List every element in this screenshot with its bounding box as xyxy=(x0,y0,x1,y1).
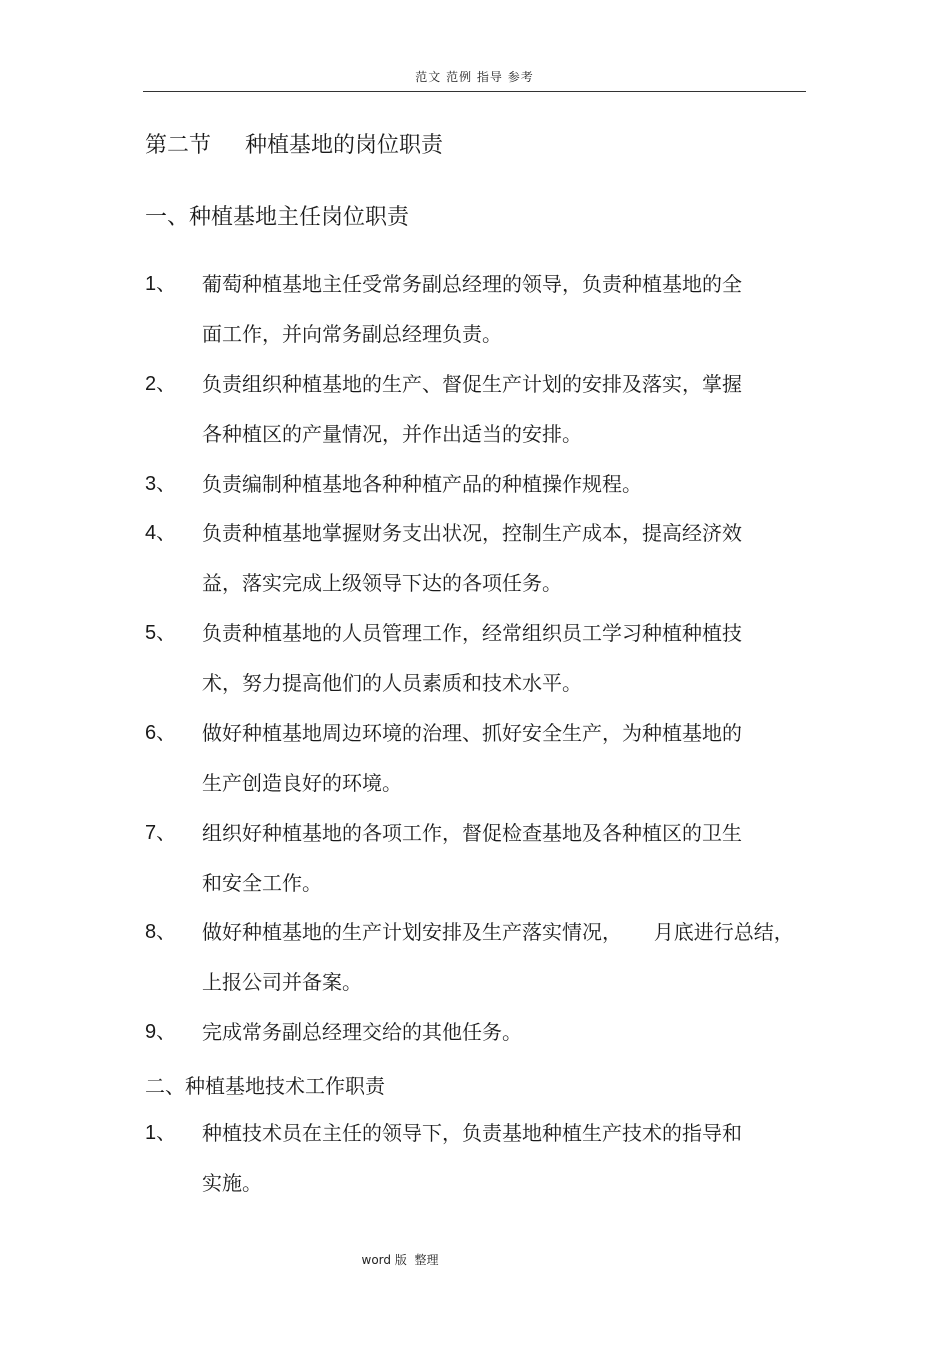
part1-title: 一、种植基地主任岗位职责 xyxy=(145,205,410,230)
item-line: 负责种植基地掌握财务支出状况，控制生产成本，提高经济效 xyxy=(202,521,742,545)
item-line: 组织好种植基地的各项工作，督促检查基地及各种植区的卫生 xyxy=(202,821,742,845)
section-title xyxy=(145,128,443,159)
item-line: 和安全工作。 xyxy=(202,871,322,895)
item-line: 各种植区的产量情况，并作出适当的安排。 xyxy=(202,422,582,446)
item-line: 术，努力提高他们的人员素质和技术水平。 xyxy=(202,671,582,695)
header-divider xyxy=(143,91,806,92)
item-line: 完成常务副总经理交给的其他任务。 xyxy=(202,1020,522,1044)
item-number: 1、 xyxy=(145,1122,177,1144)
item-text xyxy=(202,459,802,509)
page-header: 范文 范例 指导 参考 xyxy=(415,70,534,84)
item-number: 2、 xyxy=(145,373,177,395)
item-line: 负责种植基地的人员管理工作，经常组织员工学习种植种植技 xyxy=(202,621,742,645)
item-text xyxy=(202,708,802,808)
item-line: 葡萄种植基地主任受常务副总经理的领导，负责种植基地的全 xyxy=(202,272,742,296)
item-text xyxy=(202,1007,802,1057)
item-line: 面工作，并向常务副总经理负责。 xyxy=(202,322,502,346)
item-line: 上报公司并备案。 xyxy=(202,970,362,994)
item-text xyxy=(202,608,802,708)
item-line: 生产创造良好的环境。 xyxy=(202,771,402,795)
item-text xyxy=(202,359,802,459)
item-text xyxy=(202,1108,802,1208)
item-number: 3、 xyxy=(145,473,177,495)
item-number: 7、 xyxy=(145,822,177,844)
item-number: 4、 xyxy=(145,522,177,544)
item-text xyxy=(202,259,802,359)
section-number: 第二节 xyxy=(145,133,212,158)
item-text xyxy=(202,808,802,908)
item-text xyxy=(202,907,802,1007)
item-number: 5、 xyxy=(145,622,177,644)
page-footer: word 版 整理 xyxy=(361,1253,439,1267)
item-number: 1、 xyxy=(145,273,177,295)
item-number: 6、 xyxy=(145,722,177,744)
item-number: 8、 xyxy=(145,921,177,943)
item-line: 负责组织种植基地的生产、督促生产计划的安排及落实，掌握 xyxy=(202,372,742,396)
item-line: 种植技术员在主任的领导下，负责基地种植生产技术的指导和 xyxy=(202,1121,742,1145)
section-heading: 种植基地的岗位职责 xyxy=(245,133,444,158)
item-line: 做好种植基地的生产计划安排及生产落实情况， 月底进行总结， xyxy=(202,920,794,944)
item-line: 益，落实完成上级领导下达的各项任务。 xyxy=(202,571,562,595)
part2-title: 二、种植基地技术工作职责 xyxy=(145,1074,385,1098)
item-line: 做好种植基地周边环境的治理、抓好安全生产，为种植基地的 xyxy=(202,721,742,745)
item-line: 负责编制种植基地各种种植产品的种植操作规程。 xyxy=(202,472,642,496)
item-number: 9、 xyxy=(145,1021,177,1043)
item-text xyxy=(202,508,802,608)
item-line: 实施。 xyxy=(202,1171,262,1195)
